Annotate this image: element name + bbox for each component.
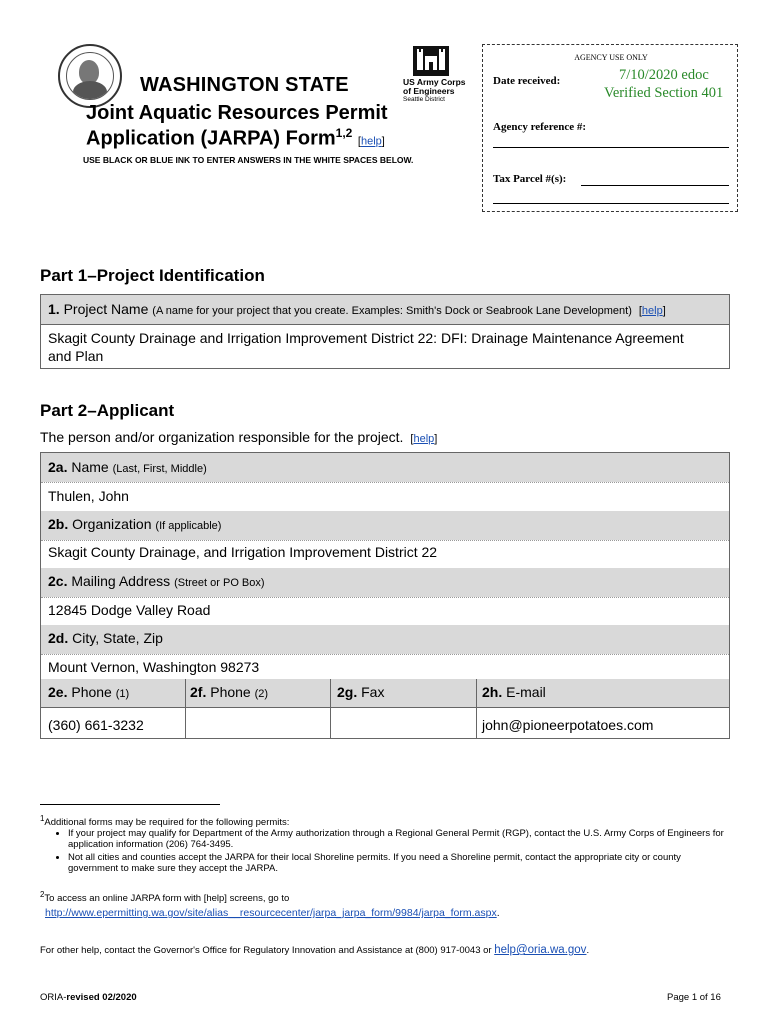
usace-name-line1: US Army Corps [403, 77, 466, 87]
footnote-2-mark: 2 [40, 890, 45, 899]
email-input[interactable]: john@pioneerpotatoes.com [482, 717, 654, 733]
ink-instruction: USE BLACK OR BLUE INK TO ENTER ANSWERS IN THE WHITE SPACES BELOW. [83, 155, 414, 165]
phone2-input[interactable] [192, 717, 322, 733]
agency-use-title: AGENCY USE ONLY [574, 53, 648, 62]
usace-name-line2: of Engineers [403, 86, 455, 96]
project-name-header [41, 295, 729, 325]
fax-label: Fax [361, 684, 385, 700]
mailing-address-label-row [48, 573, 265, 589]
phone1-label: Phone [71, 684, 112, 700]
mailing-address-hint: (Street or PO Box) [174, 577, 265, 589]
other-help-text: For other help, contact the Governor's Office for Regulatory Innovation and Assistance at (800) 917-0043 or [40, 945, 492, 956]
organization-label-row [48, 516, 221, 532]
agency-use-box [482, 44, 738, 212]
project-name-label-row [48, 301, 666, 317]
part1-heading: Part 1–Project Identification [40, 266, 265, 285]
part2-intro: The person and/or organization responsible for the project. [40, 429, 404, 445]
project-name-hint: (A name for your project that you create. Examples: Smith's Dock or Seabrook Lane Development) [152, 305, 632, 317]
city-state-zip-label: City, State, Zip [72, 630, 163, 646]
footnote-1-bullet: • If your project may qualify for Department of the Army authorization through a Regional General Permit (RGP), contact the U.S. Army Corps of Engineers for application information (206) 764-3495. [68, 828, 730, 850]
part1-project-box [40, 294, 730, 369]
form-title-line1: Joint Aquatic Resources Permit [86, 102, 388, 124]
footnote-1-mark: 1 [40, 814, 45, 823]
phone1-number: 2e. [48, 684, 68, 700]
jarpa-online-link[interactable]: http://www.epermitting.wa.gov/site/alias__resourcecenter/jarpa_jarpa_form/9984/jarpa_form.aspx [45, 907, 497, 920]
footnote-1-bullet: • Not all cities and counties accept the JARPA for their local Shoreline permits. If you need a Shoreline permit, contact the appropriate city or county government to make sure they accept the JARPA. [68, 852, 730, 874]
project-name-input[interactable]: Skagit County Drainage and Irrigation Improvement District 22: DFI: Drainage Maintenance Agreement and Plan [48, 330, 684, 364]
revision-prefix: ORIA- [40, 992, 67, 1003]
form-title-line2 [86, 126, 385, 151]
help-link-wrapper: [help] [357, 135, 385, 148]
project-name-label: Project Name [63, 301, 149, 317]
date-received-stamp: 7/10/2020 edoc [619, 67, 709, 83]
footnote-rule [40, 804, 220, 805]
footnote-1-text-row [40, 814, 730, 828]
city-state-zip-input[interactable]: Mount Vernon, Washington 98273 [48, 659, 260, 675]
organization-header [41, 511, 729, 540]
name-label: Name [71, 459, 109, 475]
page-number: Page 1 of 16 [667, 992, 721, 1003]
help-link[interactable]: help [360, 135, 382, 148]
project-name-help-wrapper: [help] [635, 305, 666, 317]
organization-label: Organization [72, 516, 152, 532]
email-label: E-mail [506, 684, 546, 700]
fax-number: 2g. [337, 684, 358, 700]
part2-intro-row [40, 429, 437, 445]
tax-parcel-label: Tax Parcel #(s): [493, 173, 567, 185]
other-help: For other help, contact the Governor's Office for Regulatory Innovation and Assistance at (800) 917-0043 or help@oria.wa.gov. [40, 944, 590, 956]
applicant-box [40, 452, 730, 739]
mailing-address-input[interactable]: 12845 Dodge Valley Road [48, 602, 211, 618]
part2-heading: Part 2–Applicant [40, 401, 175, 420]
footnote-2-text: To access an online JARPA form with [help] screens, go to [44, 893, 290, 905]
phone2-label: Phone [210, 684, 251, 700]
verified-stamp: Verified Section 401 [604, 85, 724, 101]
agency-reference-label: Agency reference #: [493, 121, 587, 133]
name-hint: (Last, First, Middle) [112, 463, 207, 475]
city-state-zip-number: 2d. [48, 630, 69, 646]
part2-help-wrapper: [help] [407, 433, 438, 445]
footnote-1-list [40, 828, 730, 874]
footnote-2-text-row [40, 890, 730, 904]
organization-number: 2b. [48, 516, 69, 532]
city-state-zip-label-row [48, 630, 163, 646]
usace-castle-icon [413, 46, 449, 76]
mailing-address-header [41, 568, 729, 597]
name-number: 2a. [48, 459, 68, 475]
part2-help-link[interactable]: help [413, 433, 435, 445]
form-title-footnote-marks: 1,2 [335, 126, 353, 140]
footnote-2-link-row: http://www.epermitting.wa.gov/site/alias__resourcecenter/jarpa_jarpa_form/9984/jarpa_form.aspx. [45, 907, 500, 920]
phone1-hint: (1) [115, 688, 130, 700]
name-header [41, 453, 729, 482]
name-input[interactable]: Thulen, John [48, 488, 129, 504]
name-label-row [48, 459, 207, 475]
state-title: WASHINGTON STATE [140, 74, 349, 96]
washington-state-seal-icon [58, 44, 122, 108]
usace-district: Seattle District [403, 96, 445, 103]
mailing-address-label: Mailing Address [71, 573, 171, 589]
organization-input[interactable]: Skagit County Drainage, and Irrigation Improvement District 22 [48, 544, 438, 560]
city-state-zip-header [41, 625, 729, 654]
agency-reference-line[interactable] [493, 147, 729, 148]
project-name-number: 1. [48, 301, 60, 317]
project-name-help-link[interactable]: help [641, 305, 663, 317]
phone1-input[interactable]: (360) 661-3232 [48, 717, 144, 733]
phone2-number: 2f. [190, 684, 207, 700]
oria-email-link[interactable]: help@oria.wa.gov [494, 944, 587, 956]
footnote-1-text: Additional forms may be required for the following permits: [44, 817, 290, 829]
fax-input[interactable] [337, 717, 467, 733]
tax-parcel-line-2[interactable] [493, 203, 729, 204]
footnote-1 [40, 814, 730, 876]
email-number: 2h. [482, 684, 503, 700]
date-received-label: Date received: [493, 75, 561, 87]
form-title-line2-text: Application (JARPA) Form [86, 127, 336, 150]
revision-footer [40, 992, 137, 1003]
tax-parcel-line[interactable] [581, 185, 729, 186]
mailing-address-number: 2c. [48, 573, 68, 589]
phone2-hint: (2) [254, 688, 269, 700]
organization-hint: (If applicable) [155, 520, 222, 532]
revision-date: revised 02/2020 [66, 992, 137, 1003]
footnote-2 [40, 890, 730, 919]
